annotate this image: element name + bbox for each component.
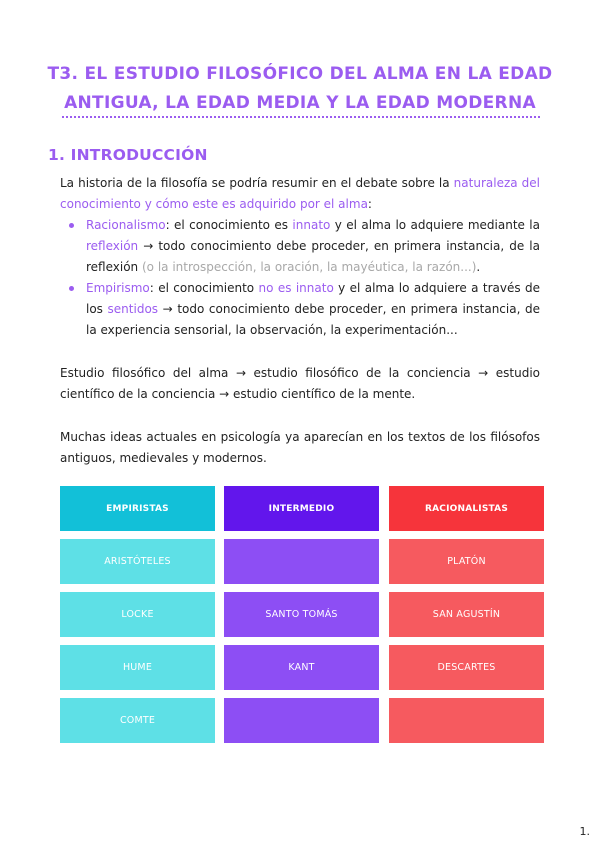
list-item-empiricism <box>60 278 540 341</box>
bullet-text: y el alma lo adquiere a través de los <box>86 281 540 316</box>
highlight-no-innato: no es innato <box>258 281 334 295</box>
term-empiricism: Empirismo <box>86 281 150 295</box>
title-line-1: T3. EL ESTUDIO FILOSÓFICO DEL ALMA EN LA EDAD <box>47 64 553 84</box>
approaches-list <box>60 215 540 341</box>
highlight-innato: innato <box>292 218 331 232</box>
table-cell-intermedio: SANTO TOMÁS <box>224 592 379 637</box>
intro-highlight: naturaleza del conocimiento y cómo este es adquirido por el alma <box>60 176 541 211</box>
table-header-intermedio: INTERMEDIO <box>224 486 379 531</box>
highlight-reflexion: reflexión <box>86 239 139 253</box>
intro-text-2: : <box>367 197 372 211</box>
bullet-text: : el conocimiento es <box>165 218 293 232</box>
philosophers-table <box>60 486 540 743</box>
table-cell-intermedio: KANT <box>224 645 379 690</box>
table-cell-racionalistas: DESCARTES <box>389 645 544 690</box>
table-header-racionalistas: RACIONALISTAS <box>389 486 544 531</box>
table-cell-intermedio <box>224 698 379 743</box>
table-cell-empiristas: LOCKE <box>60 592 215 637</box>
list-item-rationalism <box>60 215 540 278</box>
page-number: 1. <box>579 825 590 838</box>
bullet-text: : el conocimiento <box>149 281 259 295</box>
bullet-text: . <box>476 260 481 274</box>
table-cell-racionalistas <box>389 698 544 743</box>
paragraph-ideas: Muchas ideas actuales en psicología ya aparecían en los textos de los filósofos antiguos, medievales y modernos. <box>60 430 540 465</box>
highlight-sentidos: sentidos <box>107 302 159 316</box>
paragraph-chain: Estudio filosófico del alma → estudio filosófico de la conciencia → estudio científico de la conciencia → estudio científico de la mente. <box>60 366 540 401</box>
table-cell-empiristas: HUME <box>60 645 215 690</box>
bullet-text: → todo conocimiento debe proceder, en primera instancia, de la experiencia sensorial, la observación, la experimentación... <box>86 302 541 337</box>
table-cell-racionalistas: SAN AGUSTÍN <box>389 592 544 637</box>
bullet-text: → todo conocimiento debe proceder, en primera instancia, de la reflexión <box>86 239 540 274</box>
table-cell-racionalistas: PLATÓN <box>389 539 544 584</box>
document-title <box>40 60 560 118</box>
bullet-dot-icon <box>69 223 74 228</box>
table-cell-empiristas: ARISTÓTELES <box>60 539 215 584</box>
title-line-2: ANTIGUA, LA EDAD MEDIA Y LA EDAD MODERNA <box>64 93 536 113</box>
bullet-text: y el alma lo adquiere mediante la <box>330 218 540 232</box>
section-heading: 1. INTRODUCCIÓN <box>48 146 208 164</box>
intro-paragraph <box>60 173 540 215</box>
table-header-empiristas: EMPIRISTAS <box>60 486 215 531</box>
muted-note: (o la introspección, la oración, la mayéutica, la razón...) <box>141 260 477 274</box>
table-cell-intermedio <box>224 539 379 584</box>
table-cell-empiristas: COMTE <box>60 698 215 743</box>
term-rationalism: Racionalismo <box>86 218 166 232</box>
bullet-dot-icon <box>69 286 74 291</box>
title-dotted-rule <box>62 116 540 118</box>
intro-text-1: La historia de la filosofía se podría resumir en el debate sobre la <box>60 176 454 190</box>
